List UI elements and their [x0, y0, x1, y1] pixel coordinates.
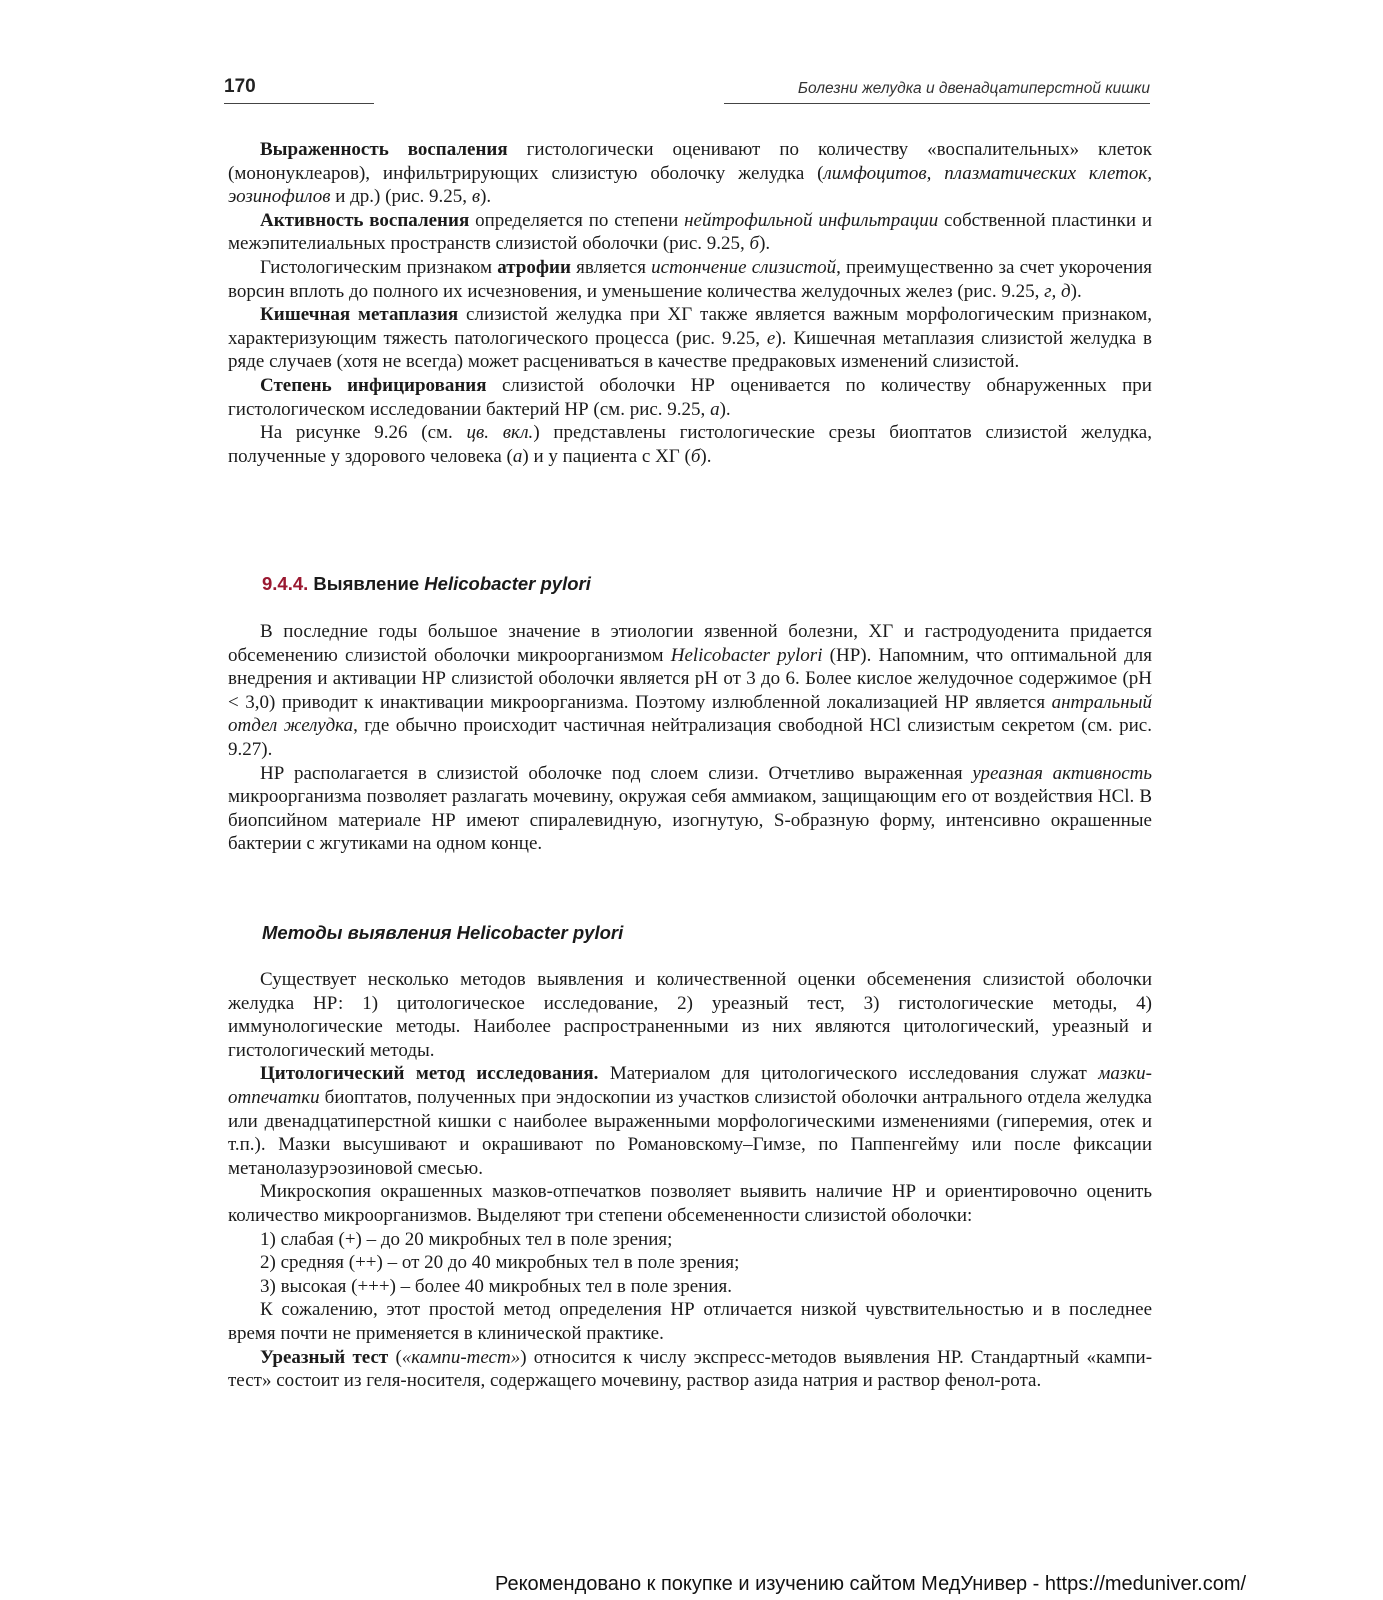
paragraph-hp-etiology [228, 620, 1152, 762]
text-run: , где обычно происходит частичная нейтрализация свободной HCl слизистым секретом (см. рис. 9.27). [228, 715, 1152, 760]
italic-run: антральный отдел желудка [228, 691, 1152, 737]
section-inflammation [228, 138, 1152, 468]
paragraph-cytology [228, 1062, 1152, 1180]
text-run: ). Кишечная метаплазия слизистой желудка в ряде случаев (хотя не всегда) может расцениваться в качестве предраковых изменений слизистой. [228, 327, 1153, 373]
italic-run: а [512, 445, 523, 467]
italic-run: е [766, 327, 776, 349]
text-run: (НР). Напомним, что оптимальной для внедрения и активации НР слизистой оболочки является pH от 3 до 6. Более кислое желудочное содержимое (pH < 3,0) приводит к инактивации микроорганизма. Поэтому излюбленной локализацией НР является [228, 644, 1152, 713]
paragraph-microscopy: Микроскопия окрашенных мазков-отпечатков позволяет выявить наличие НР и ориентировочно оценить количество микроорганизмов. Выделяют три степени обсемененности слизистой оболочки: [228, 1181, 1152, 1226]
term: Уреазный тест [260, 1346, 389, 1368]
section-title-italic: Helicobacter pylori [424, 573, 591, 594]
paragraph-inflammation-severity [228, 138, 1152, 209]
text-run: биоптатов, полученных при эндоскопии из участков слизистой оболочки антрального отдела желудка или двенадцатиперстной кишки с наиболее выраженными морфологическими изменениями (гиперемия, отек и т.п.). Мазки высушивают и окрашивают по Романовскому–Гимзе, по Паппенгейму или после фиксации метанолазурэозиновой смесью. [228, 1086, 1152, 1179]
term: атрофии [497, 256, 571, 278]
italic-run: лимфоцитов, плазматических клеток, эозинофилов [228, 162, 1152, 208]
list-item: 2) средняя (++) – от 20 до 40 микробных тел в поле зрения; [260, 1252, 740, 1274]
text-run: микроорганизма позволяет разлагать мочевину, окружая себя аммиаком, защищающим его от воздействия HCl. В биопсийном материале НР имеют спиралевидную, изогнутую, S-образную форму, интенсивно окрашенные бактерии с жгутиками на одном конце. [228, 786, 1152, 855]
section-heading-helicobacter [262, 573, 591, 595]
italic-run: в [471, 186, 481, 208]
paragraph-infection-degree [228, 374, 1152, 421]
section-methods-text [228, 968, 1152, 1393]
text-run: В последние годы большое значение в этиологии язвенной болезни, ХГ и гастродуоденита придается обсеменению слизистой оболочки микроорганизмом [228, 621, 1152, 666]
page-number: 170 [224, 76, 256, 97]
text-run: ). [719, 398, 731, 420]
term: Цитологический метод исследования. [260, 1063, 599, 1085]
text-run: слизистой оболочки НР оценивается по количеству обнаруженных при гистологическом исследовании бактерий НР (см. рис. 9.25, [228, 374, 1152, 420]
italic-run: мазки-отпечатки [228, 1063, 1153, 1108]
italic-run: а [710, 398, 720, 420]
subheading-detection-methods: Методы выявления Helicobacter pylori [262, 922, 624, 943]
text-run: Материалом для цитологического исследования служат [598, 1063, 1099, 1085]
italic-run: цв. вкл. [466, 422, 534, 444]
paragraph-urease-test [228, 1346, 1152, 1393]
running-head: Болезни желудка и двенадцатиперстной кишки [797, 80, 1150, 97]
paragraph-methods-overview: Существует несколько методов выявления и количественной оценки обсеменения слизистой оболочки желудка НР: 1) цитологическое исследование, 2) уреазный тест, 3) гистологические методы, 4) иммунологические методы. Наиболее распространенными из них являются цитологический, уреазный и гистологический методы. [228, 969, 1152, 1061]
paragraph-sensitivity: К сожалению, этот простой метод определения НР отличается низкой чувствительностью и в последнее время почти не применяется в клинической практике. [228, 1299, 1152, 1344]
italic-run: уреазная активность [972, 762, 1153, 784]
text-run: ). [480, 186, 492, 208]
paragraph-inflammation-activity [228, 209, 1152, 256]
text-run: определяется по степени [469, 209, 685, 231]
text-run: ). [1070, 280, 1082, 302]
section-number: 9.4.4. [262, 573, 309, 594]
paragraph-hp-location [228, 762, 1152, 856]
italic-run: г, д [1044, 280, 1071, 302]
footer-recommendation: Рекомендовано к покупке и изучению сайтом МедУнивер - https://meduniver.com/ [495, 1573, 1247, 1595]
section-title-plain: Выявление [308, 573, 425, 594]
header-rule-left [224, 103, 374, 104]
text-run: собственной пластинки и межэпителиальных пространств слизистой оболочки (рис. 9.25, [228, 209, 1153, 255]
italic-run: «кампи-тест» [401, 1346, 521, 1368]
text-run: НР располагается в слизистой оболочке под слоем слизи. Отчетливо выраженная [260, 762, 973, 784]
paragraph-figure-reference [228, 421, 1152, 468]
page-header [224, 74, 1150, 108]
text-run: На рисунке 9.26 (см. [260, 422, 467, 444]
text-run: , преимущественно за счет укорочения ворсин вплоть до полного их исчезновения, и уменьшение количества желудочных желез (рис. 9.25, [228, 256, 1152, 302]
header-rule-right [724, 103, 1150, 104]
term: Активность воспаления [260, 209, 470, 231]
text-run: ) и у пациента с ХГ ( [522, 445, 691, 467]
text-run: Гистологическим признаком [260, 256, 498, 278]
section-helicobacter-text [228, 620, 1152, 856]
term: Степень инфицирования [260, 374, 487, 396]
text-run: ) представлены гистологические срезы биоптатов слизистой желудка, полученные у здорового человека ( [228, 422, 1152, 467]
text-run: гистологически оценивают по количеству «воспалительных» клеток (мононуклеаров), инфильтрирующих слизистую оболочку желудка ( [228, 139, 1152, 184]
italic-run: истончение слизистой [651, 256, 837, 278]
text-run: и др.) (рис. 9.25, [330, 186, 472, 208]
italic-run: б [690, 445, 701, 467]
paragraph-atrophy [228, 256, 1152, 303]
text-run: ( [388, 1346, 402, 1368]
text-run: слизистой желудка при ХГ также является важным морфологическим признаком, характеризующим тяжесть патологического процесса (рис. 9.25, [228, 304, 1153, 349]
italic-run: б [749, 233, 760, 255]
italic-run: Helicobacter pylori [670, 644, 823, 666]
italic-run: нейтрофильной инфильтрации [684, 209, 939, 231]
text-run: является [570, 256, 652, 278]
text-run: ) относится к числу экспресс-методов выявления НР. Стандартный «кампи-тест» состоит из геля-носителя, содержащего мочевину, раствор азида натрия и раствор фенол-рота. [228, 1346, 1153, 1392]
text-run: ). [759, 233, 771, 255]
list-item: 3) высокая (+++) – более 40 микробных тел в поле зрения. [260, 1275, 732, 1297]
list-item: 1) слабая (+) – до 20 микробных тел в поле зрения; [260, 1228, 673, 1250]
text-run: ). [700, 445, 712, 467]
term: Кишечная метаплазия [260, 304, 459, 326]
paragraph-metaplasia [228, 303, 1152, 374]
term: Выраженность воспаления [260, 139, 508, 160]
